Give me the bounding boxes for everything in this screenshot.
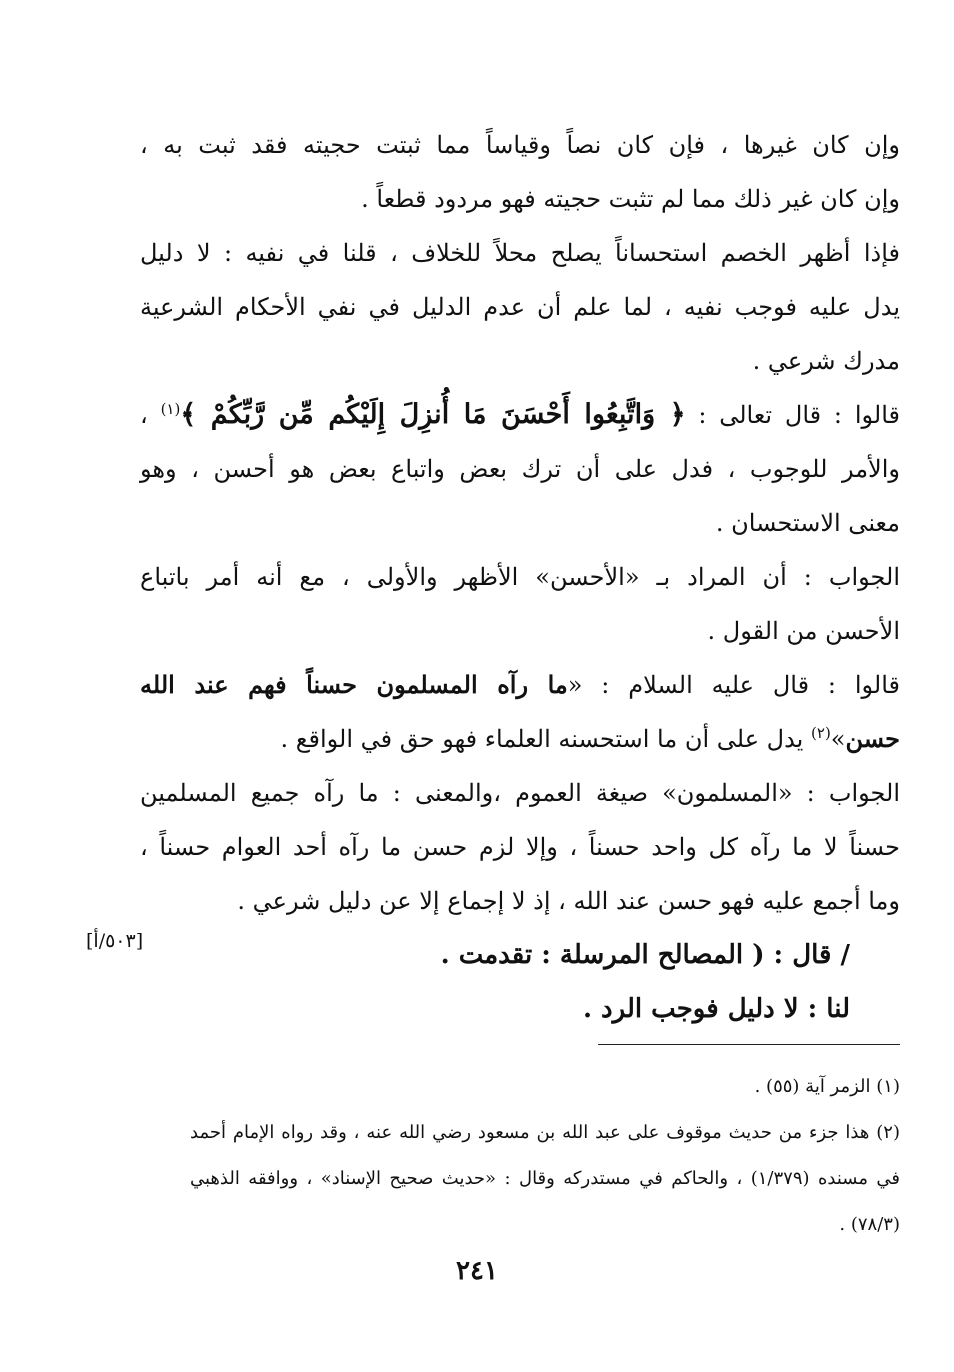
footnotes	[190, 1064, 900, 1248]
footnote-ref-2: (٢)	[811, 724, 831, 742]
text-line: الأحسن من القول .	[707, 617, 900, 645]
text-line: وإن كان غير ذلك مما لم تثبت حجيته فهو مردود قطعاً .	[361, 185, 900, 213]
lead-text: قالوا : قال تعالى :	[698, 401, 900, 429]
hadith-line	[140, 712, 900, 766]
paragraph-2	[140, 226, 900, 388]
margin-page-reference: [٥٠٣/أ]	[86, 930, 144, 952]
paragraph-5	[140, 658, 900, 766]
hadith-text-end: حسن	[845, 724, 900, 753]
footnote-1: (١) الزمر آية (٥٥) .	[754, 1076, 900, 1097]
lead-text: قالوا : قال عليه السلام : «	[567, 671, 900, 699]
text-line: فإذا أظهر الخصم استحساناً يصلح محلاً للخلاف ، قلنا في نفيه : لا دليل	[140, 239, 900, 267]
text-line: يدل عليه فوجب نفيه ، لما علم أن عدم الدليل في نفي الأحكام الشرعية	[140, 293, 901, 321]
text-line: معنى الاستحسان .	[715, 509, 900, 537]
paragraph-1	[140, 118, 900, 226]
paragraph-3	[140, 388, 900, 550]
text-line: وإن كان غيرها ، فإن كان نصاً وقياساً مما ثبتت حجيته فقد ثبت به ،	[140, 131, 900, 159]
page-number: ٢٤١	[456, 1256, 498, 1286]
text-line: الجواب : «المسلمون» صيغة العموم ،والمعنى : ما رآه جميع المسلمين	[140, 779, 900, 807]
quran-verse: ﴿ وَاتَّبِعُوا أَحْسَنَ مَا أُنزِلَ إِلَيْكُم مِّن رَّبِّكُمْ ﴾	[180, 399, 686, 430]
tail-text: ،	[140, 401, 148, 429]
footnote-2-line: (٢) هذا جزء من حديث موقوف على عبد الله بن مسعود رضي الله عنه ، وقد رواه الإمام أحمد	[190, 1122, 900, 1143]
text-line: وما أجمع عليه فهو حسن عند الله ، إذ لا إجماع إلا عن دليل شرعي .	[237, 887, 900, 915]
main-text	[140, 118, 900, 1036]
section-heading: لنا : لا دليل فوجب الرد .	[582, 994, 850, 1024]
footnote-ref-1: (١)	[160, 400, 181, 418]
footnote-2-line: (٧٨/٣) .	[839, 1214, 900, 1235]
text-line: والأمر للوجوب ، فدل على أن ترك بعض واتباع بعض هو أحسن ، وهو	[140, 455, 900, 483]
paragraph-6	[140, 766, 900, 928]
footnote-divider	[598, 1044, 900, 1045]
verse-line	[140, 388, 900, 442]
footnote-2-line: في مسنده (١/٣٧٩) ، والحاكم في مستدركه وقال : «حديث صحيح الإسناد» ، ووافقه الذهبي	[190, 1168, 900, 1189]
text-line: حسناً لا ما رآه كل واحد حسناً ، وإلا لزم حسن ما رآه أحد العوام حسناً ،	[140, 833, 900, 861]
paragraph-4	[140, 550, 900, 658]
text-line: الجواب : أن المراد بـ «الأحسن» الأظهر والأولى ، مع أنه أمر باتباع	[140, 563, 900, 591]
text-line: مدرك شرعي .	[752, 347, 900, 375]
hadith-line	[140, 658, 900, 712]
section-heading: / قال : ( المصالح المرسلة : تقدمت .	[440, 940, 850, 970]
hadith-text: ما رآه المسلمون حسناً فهم عند الله	[140, 670, 568, 699]
tail-text: يدل على أن ما استحسنه العلماء فهو حق في الواقع .	[280, 725, 804, 753]
quote-close: »	[830, 725, 846, 753]
